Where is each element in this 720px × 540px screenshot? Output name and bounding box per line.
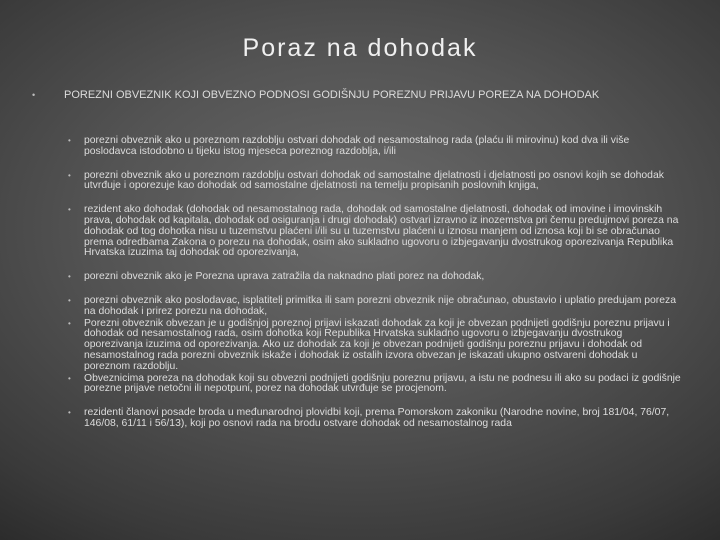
bullet-glyph: • (68, 408, 71, 418)
bullet-glyph: • (68, 170, 71, 180)
list-item (62, 319, 682, 373)
list-item-text: rezident ako dohodak (dohodak od nesamostalnog rada, dohodak od samostalne djelatnosti, dohodak od imovine i imovinskih prava, dohodak od kapitala, dohodak od osiguranja i drugi dohodak) ostvari izravno iz inozemstva pri čemu predujmovi poreza na dohodak od tog dohotka nisu u tuzemstvu plaćeni i/ili su u tuzemstvu plaćeni u iznosu manjem od iznosa koji bi se obračunao prema odredbama Zakona o porezu na dohodak, osim ako sukladno ugovoru o izbjegavanju dvostrukog oporezivanja Republika Hrvatska izuzima taj dohodak od oporezivanja, (84, 204, 679, 259)
list-item (62, 296, 682, 318)
list-item (62, 171, 682, 193)
bullet-glyph: • (32, 90, 36, 100)
bullet-glyph: • (68, 136, 71, 145)
list-item-text: porezni obveznik ako poslodavac, isplatitelj primitka ili sam porezni obveznik nije obračunao, obustavio i uplatio predujam poreza na dohodak i prirez porezu na dohodak, (84, 294, 677, 317)
list-item-text: porezni obveznik ako je Porezna uprava zatražila da naknadno plati porez na dohodak, (84, 271, 485, 283)
main-bullet (32, 90, 652, 101)
sub-bullet-list (62, 136, 682, 430)
list-item (62, 205, 682, 259)
slide-title: Poraz na dohodak (242, 34, 478, 62)
list-item-text: rezidenti članovi posade broda u međunarodnoj plovidbi koji, prema Pomorskom zakoniku (Narodne novine, broj 181/04, 76/07, 146/08, 61/11 i 56/13), koji po osnovi rada na brodu ostvare dohodak od nesamostalnog rada (84, 407, 670, 429)
main-bullet-text: POREZNI OBVEZNIK KOJI OBVEZNO PODNOSI GODIŠNJU POREZNU PRIJAVU POREZA NA DOHODAK (64, 89, 600, 101)
list-item (62, 272, 682, 283)
list-item (62, 374, 682, 396)
bullet-glyph: • (68, 373, 71, 383)
list-item-text: Obveznicima poreza na dohodak koji su obvezni podnijeti godišnju poreznu prijavu, a istu ne podnesu ili ako su podaci iz godišnje porezne prijave netočni ili nepotpuni, porez na dohodak utvrđuje se procjenom. (84, 372, 681, 395)
bullet-glyph: • (68, 295, 71, 305)
bullet-glyph: • (68, 205, 71, 215)
bullet-glyph: • (68, 272, 71, 282)
bullet-glyph: • (68, 318, 71, 328)
list-item-text: porezni obveznik ako u poreznom razdoblju ostvari dohodak od samostalne djelatnosti i djelatnosti po osnovi kojih se dohodak utvrđuje i oporezuje kao dohodak od samostalne djelatnosti na temelju propisanih poslovnih knjiga, (84, 169, 664, 192)
list-item (62, 408, 682, 430)
list-item-text: Porezni obveznik obvezan je u godišnjoj poreznoj prijavi iskazati dohodak za koji je obvezan podnijeti godišnju poreznu prijavu i dohodak od nesamostalnog rada, osim dohotka koji Republika Hrvatska sukladno ugovoru o izbjegavanju dvostrukog oporezivanja izuzima od oporezivanja. Ako uz dohodak za koji je obvezan podnijeti godišnju poreznu prijavu i dohodak od nesamostalnog rada porezni obveznik iskaže i dohodak iz ostalih izvora obvezan je iskazati ukupno ostvareni dohodak u poreznom razdoblju. (84, 317, 670, 372)
list-item-text: porezni obveznik ako u poreznom razdoblju ostvari dohodak od nesamostalnog rada (plaću ili mirovinu) kod dva ili više poslodavca istodobno u tijeku istog mjeseca poreznog razdoblja, i/ili (84, 135, 630, 157)
list-item (62, 136, 682, 158)
